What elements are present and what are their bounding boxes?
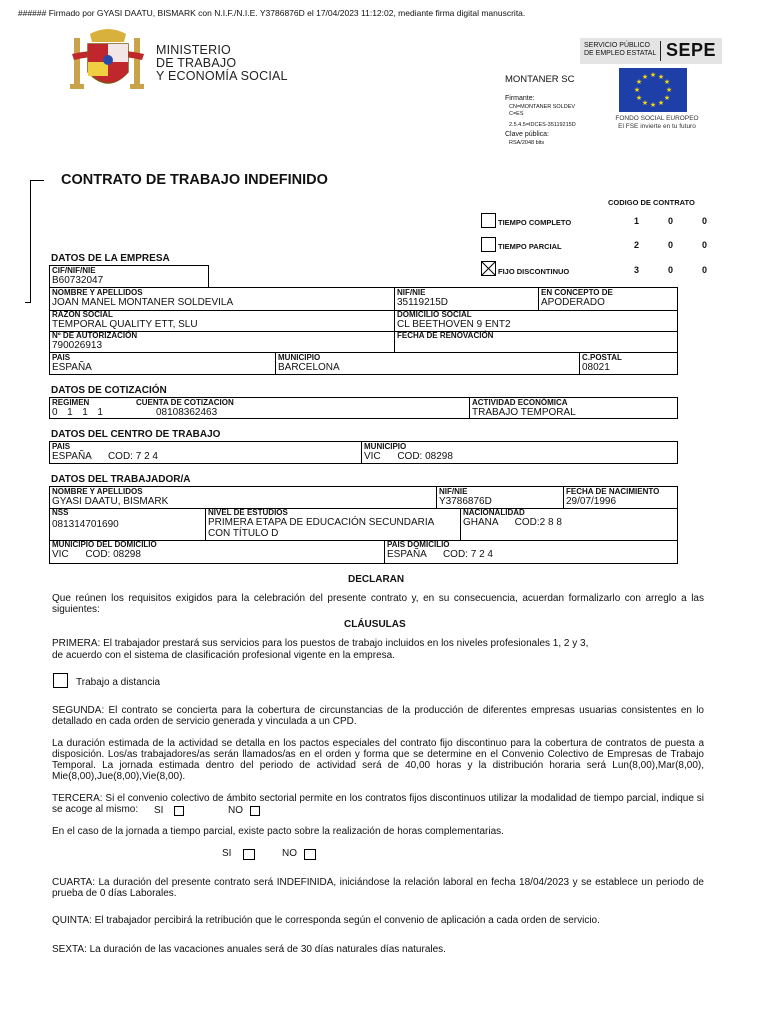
eu-fund-tagline: El FSE invierte en tu futuro bbox=[618, 122, 696, 130]
clausula-primera-1: PRIMERA: El trabajador prestará sus servicios para los puestos de trabajo incluidos en los niveles profesionales 1, 2 y 3, bbox=[52, 638, 589, 649]
centro-table bbox=[49, 441, 678, 464]
razon-value: TEMPORAL QUALITY ETT, SLU bbox=[52, 319, 198, 330]
svg-text:★: ★ bbox=[657, 73, 665, 81]
pais-empresa-label: PAIS bbox=[52, 353, 71, 362]
coat-of-arms-icon bbox=[68, 24, 148, 96]
domicilio-value: CL BEETHOVEN 9 ENT2 bbox=[397, 319, 511, 330]
nif-trabajador-label: NIF/NIE bbox=[439, 487, 468, 496]
clausula-cuarta: CUARTA: La duración del presente contrato será INDEFINIDA, iniciándose la relación laboral en fecha 18/04/2023 y se establece un periodo de prueba de 0 días Laborales. bbox=[52, 877, 704, 899]
stamp-clave-label: Clave pública: bbox=[505, 131, 549, 138]
svg-text:★: ★ bbox=[635, 78, 643, 86]
empresa-heading: DATOS DE LA EMPRESA bbox=[51, 253, 170, 264]
trabajo-distancia-label: Trabajo a distancia bbox=[76, 677, 161, 688]
code-tiempo-completo: 1 0 0 bbox=[634, 216, 708, 226]
nif-trabajador-value: Y3786876D bbox=[439, 496, 492, 507]
digital-signature-line: ###### Firmado por GYASI DAATU, BISMARK con N.I.F./N.I.E. Y3786876D el 17/04/2023 11:12:02, mediante firma digital manuscrita. bbox=[18, 8, 526, 18]
svg-text:★: ★ bbox=[649, 101, 657, 109]
estudios-value-1: PRIMERA ETAPA DE EDUCACIÓN SECUNDARIA bbox=[208, 517, 435, 528]
sepe-logo bbox=[580, 38, 722, 64]
estudios-label: NIVEL DE ESTUDIOS bbox=[208, 508, 288, 517]
jornada-parcial-text: En el caso de la jornada a tiempo parcial, existe pacto sobre la realización de horas complementarias. bbox=[52, 826, 504, 837]
renovacion-label: FECHA DE RENOVACIÓN bbox=[397, 331, 494, 340]
declaran-text: Que reúnen los requisitos exigidos para la celebración del presente contrato y, en su consecuencia, acuerdan formalizarlo con arreglo a las siguientes: bbox=[52, 593, 704, 615]
ministry-line2: DE TRABAJO bbox=[156, 56, 237, 70]
stamp-name: MONTANER SC bbox=[505, 74, 575, 85]
razon-label: RAZON SOCIAL bbox=[52, 310, 113, 319]
pais-centro-label: PAIS bbox=[52, 442, 71, 451]
clausula-duracion: La duración estimada de la actividad se detalla en los pactos especiales del contrato fijo discontinuo para la cobertura de contratos de puesta a disposición. Los/as trabajadores/as serán llamados/as en el orden y forma que se determine en el Convenio Colectivo de Empresas de Trabajo Temporal. La jornada estimada dentro del periodo de actividad será de 40,00 horas y la distribución horaria será Lun(8,00),Mar(8,00), Mie(8,00),Jue(8,00),Vie(8,00). bbox=[52, 738, 704, 782]
actividad-label: ACTIVIDAD ECONÓMICA bbox=[472, 398, 568, 407]
svg-text:★: ★ bbox=[665, 86, 673, 94]
checkbox-complementarias-si[interactable] bbox=[243, 849, 255, 860]
ministry-line1: MINISTERIO bbox=[156, 43, 231, 57]
sepe-small1: SERVICIO PÚBLICO bbox=[584, 42, 651, 49]
tercera-no-label: NO bbox=[228, 805, 243, 816]
concepto-value: APODERADO bbox=[541, 297, 605, 308]
nss-value: 081314701690 bbox=[52, 519, 119, 530]
clausula-primera-2: de acuerdo con el sistema de clasificación profesional vigente en la empresa. bbox=[52, 650, 395, 661]
checkbox-tercera-si[interactable] bbox=[174, 806, 184, 816]
code-tiempo-parcial: 2 0 0 bbox=[634, 240, 708, 250]
cif-value: B60732047 bbox=[52, 275, 104, 286]
municipio-empresa-label: MUNICIPIO bbox=[278, 353, 321, 362]
municipio-domicilio-label: MUNICIPIO DEL DOMICILIO bbox=[52, 540, 157, 549]
stamp-rsa: RSA/2048 bits bbox=[509, 140, 545, 146]
nif-empresa-value: 35119215D bbox=[397, 297, 448, 308]
nacimiento-value: 29/07/1996 bbox=[566, 496, 617, 507]
cotizacion-table bbox=[49, 397, 678, 419]
declaran-heading: DECLARAN bbox=[348, 574, 405, 585]
clausula-tercera: TERCERA: Si el convenio colectivo de ámbito sectorial permite en los contratos fijos discontinuos utilizar la modalidad de tiempo parcial, indique si se acoge al mismo: bbox=[52, 793, 704, 815]
municipio-centro-value: VIC COD: 08298 bbox=[364, 451, 453, 462]
page-title: CONTRATO DE TRABAJO INDEFINIDO bbox=[61, 172, 328, 188]
municipio-domicilio-value: VIC COD: 08298 bbox=[52, 549, 141, 560]
trabajador-heading: DATOS DEL TRABAJADOR/A bbox=[51, 474, 191, 485]
svg-text:★: ★ bbox=[663, 94, 671, 102]
checkbox-tiempo-parcial[interactable] bbox=[481, 237, 496, 252]
nif-empresa-label: NIF/NIE bbox=[397, 288, 426, 297]
municipio-empresa-value: BARCELONA bbox=[278, 362, 340, 373]
municipio-centro-label: MUNICIPIO bbox=[364, 442, 407, 451]
autorizacion-label: Nº DE AUTORIZACIÓN bbox=[52, 331, 138, 340]
svg-text:★: ★ bbox=[633, 86, 641, 94]
tiempo-parcial-label: TIEMPO PARCIAL bbox=[498, 242, 562, 251]
svg-text:★: ★ bbox=[663, 78, 671, 86]
clausula-segunda: SEGUNDA: El contrato se concierta para la cobertura de circunstancias de la producción de diferentes empresas usuarias consistentes en lo detallado en cada orden de servicio generada y vinculada a un CPD. bbox=[52, 705, 704, 727]
estudios-value-2: CON TÍTULO D bbox=[208, 528, 279, 539]
fijo-discontinuo-label: FIJO DISCONTINUO bbox=[498, 267, 570, 276]
cif-label: CIF/NIF/NIE bbox=[52, 266, 96, 275]
clausulas-heading: CLÁUSULAS bbox=[344, 619, 406, 630]
check-x-icon bbox=[482, 262, 495, 275]
autorizacion-value: 790026913 bbox=[52, 340, 103, 351]
actividad-value: TRABAJO TEMPORAL bbox=[472, 407, 576, 418]
cotizacion-heading: DATOS DE COTIZACIÓN bbox=[51, 385, 167, 396]
nacionalidad-label: NACIONALIDAD bbox=[463, 508, 525, 517]
eu-flag-icon bbox=[619, 68, 687, 112]
checkbox-complementarias-no[interactable] bbox=[304, 849, 316, 860]
nombre-empresa-label: NOMBRE Y APELLIDOS bbox=[52, 288, 143, 297]
checkbox-trabajo-distancia[interactable] bbox=[53, 673, 68, 688]
clausula-quinta: QUINTA: El trabajador percibirá la retribución que le corresponda según el convenio de aplicación a cada orden de servicio. bbox=[52, 915, 600, 926]
nacionalidad-value: GHANA COD:2 8 8 bbox=[463, 517, 562, 528]
svg-text:★: ★ bbox=[641, 73, 649, 81]
code-fijo-discontinuo: 3 0 0 bbox=[634, 265, 708, 275]
stamp-c: C=ES bbox=[509, 111, 524, 117]
cpostal-value: 08021 bbox=[582, 362, 610, 373]
codigo-contrato-label: CODIGO DE CONTRATO bbox=[608, 198, 695, 207]
svg-text:★: ★ bbox=[641, 99, 649, 107]
svg-text:★: ★ bbox=[635, 94, 643, 102]
concepto-label: EN CONCEPTO DE bbox=[541, 288, 613, 297]
regimen-value: 0 1 1 1 bbox=[52, 407, 103, 418]
complementarias-no-label: NO bbox=[282, 848, 297, 859]
nacimiento-label: FECHA DE NACIMIENTO bbox=[566, 487, 660, 496]
pais-domicilio-value: ESPAÑA COD: 7 2 4 bbox=[387, 549, 493, 560]
domicilio-label: DOMICILIO SOCIAL bbox=[397, 310, 472, 319]
cuenta-value: 08108362463 bbox=[156, 407, 218, 418]
checkbox-tiempo-completo[interactable] bbox=[481, 213, 496, 228]
nss-label: NSS bbox=[52, 508, 69, 517]
pais-centro-value: ESPAÑA COD: 7 2 4 bbox=[52, 451, 158, 462]
stamp-oid: 2.5.4.5=IDCES-35119215D bbox=[509, 122, 576, 128]
clausula-sexta: SEXTA: La duración de las vacaciones anuales será de 30 días naturales días naturales. bbox=[52, 944, 446, 955]
centro-heading: DATOS DEL CENTRO DE TRABAJO bbox=[51, 429, 221, 440]
svg-text:★: ★ bbox=[649, 71, 657, 79]
sepe-brand: SEPE bbox=[666, 40, 717, 60]
sepe-small2: DE EMPLEO ESTATAL bbox=[584, 50, 657, 57]
complementarias-si-label: SI bbox=[222, 848, 232, 859]
empresa-table bbox=[49, 287, 678, 353]
checkbox-tercera-no[interactable] bbox=[250, 806, 260, 816]
nombre-trabajador-value: GYASI DAATU, BISMARK bbox=[52, 496, 169, 507]
nombre-trabajador-label: NOMBRE Y APELLIDOS bbox=[52, 487, 143, 496]
eu-fund-label: FONDO SOCIAL EUROPEO bbox=[615, 115, 699, 122]
tercera-si-label: SI bbox=[154, 805, 164, 816]
pais-domicilio-label: PAIS DOMICILIO bbox=[387, 540, 450, 549]
ministry-line3: Y ECONOMÍA SOCIAL bbox=[156, 69, 288, 83]
svg-text:★: ★ bbox=[657, 99, 665, 107]
checkbox-fijo-discontinuo[interactable] bbox=[481, 261, 496, 276]
nombre-empresa-value: JOAN MANEL MONTANER SOLDEVILA bbox=[52, 297, 234, 308]
stamp-firmante-label: Firmante: bbox=[505, 95, 535, 102]
cuenta-label: CUENTA DE COTIZACION bbox=[136, 398, 234, 407]
empresa-location-table bbox=[49, 352, 678, 375]
empresa-cif-box bbox=[49, 265, 209, 288]
stamp-cn: CN=MONTANER SOLDEV bbox=[509, 104, 576, 110]
regimen-label: REGIMEN bbox=[52, 398, 90, 407]
trabajador-table bbox=[49, 486, 678, 564]
cpostal-label: C.POSTAL bbox=[582, 353, 622, 362]
pais-empresa-value: ESPAÑA bbox=[52, 362, 92, 373]
tiempo-completo-label: TIEMPO COMPLETO bbox=[498, 218, 572, 227]
